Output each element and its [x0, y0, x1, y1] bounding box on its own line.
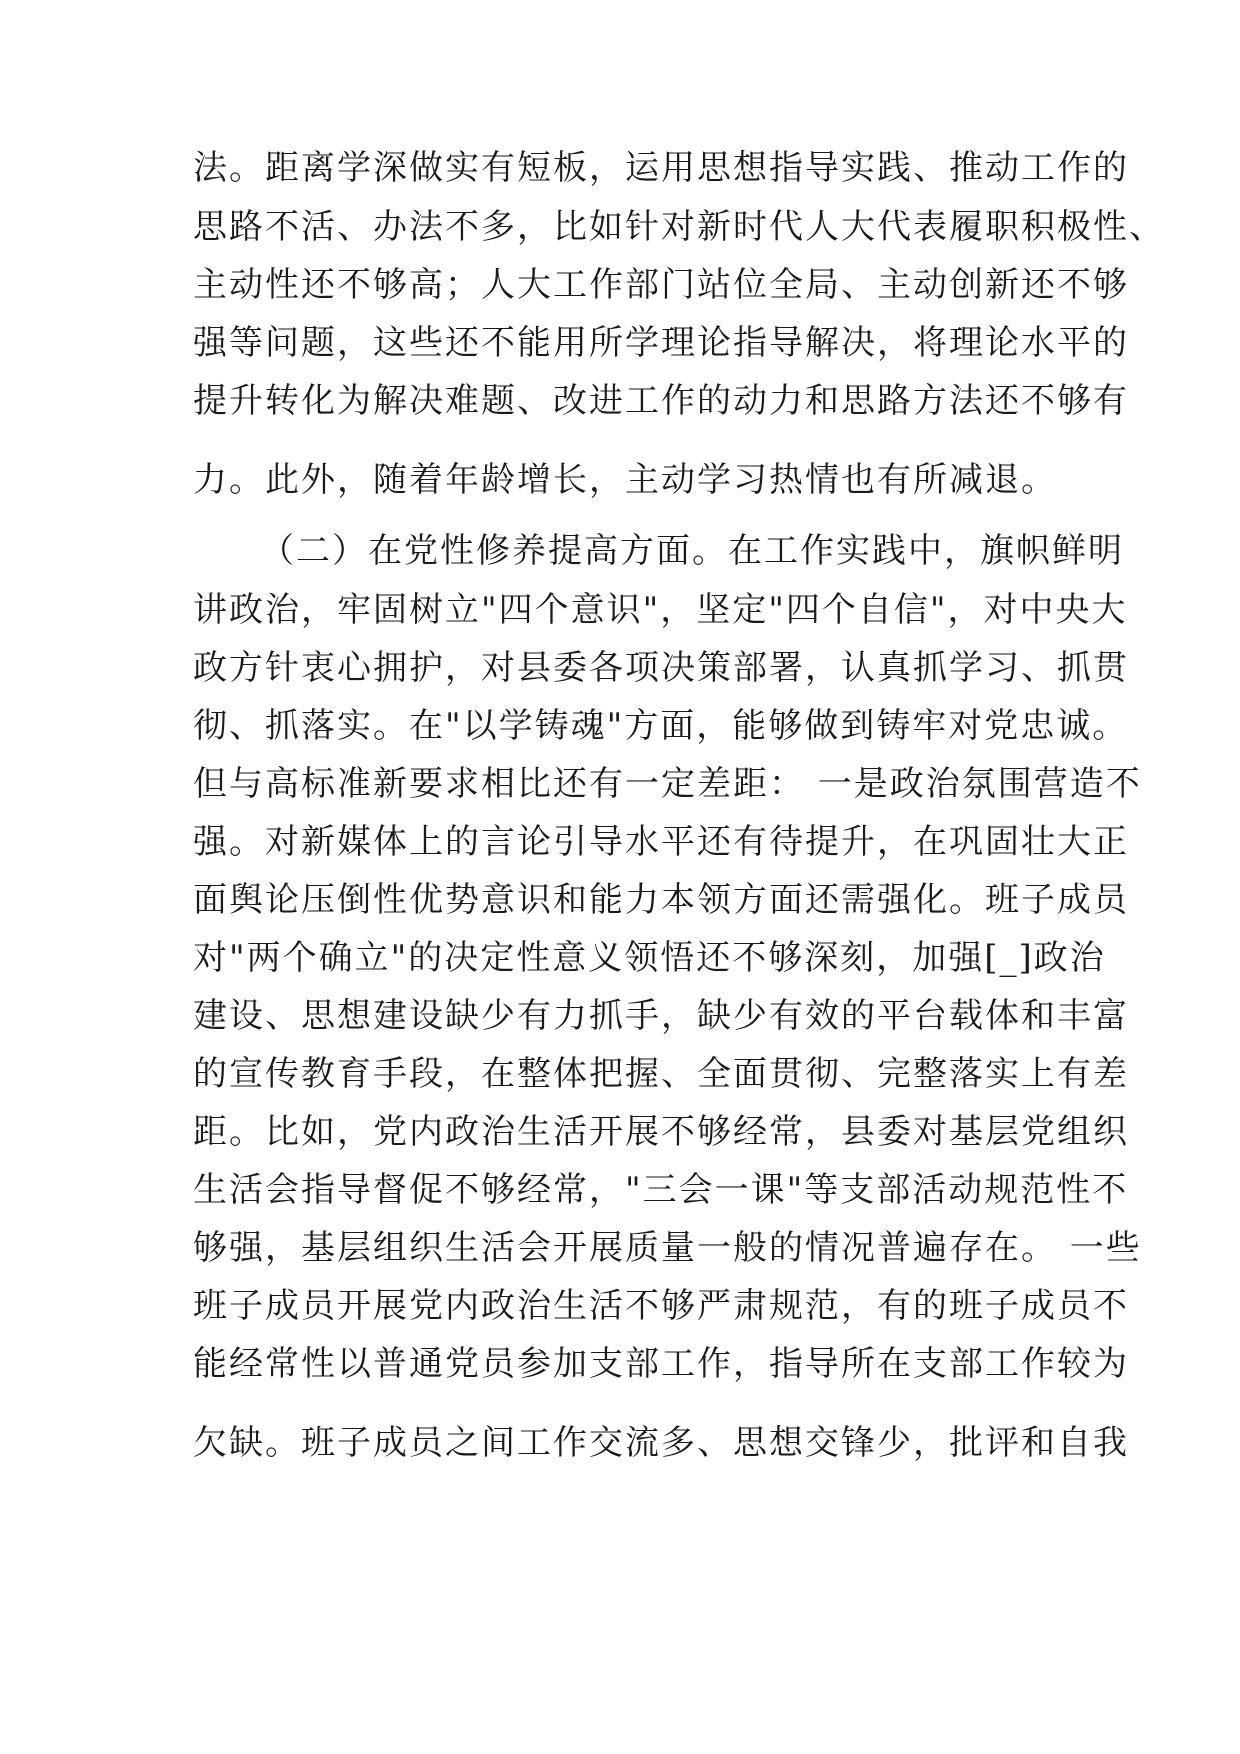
text-line: 生活会指导督促不够经常，"三会一课"等支部活动规范性不 [193, 1170, 1129, 1210]
text-line: 思路不活、办法不多，比如针对新时代人大代表履职积极性、 [193, 207, 1165, 247]
text-line: 欠缺。班子成员之间工作交流多、思想交锋少，批评和自我 [193, 1423, 1129, 1463]
text-line: 力。此外，随着年龄增长，主动学习热情也有所减退。 [193, 460, 1057, 500]
text-line: 对"两个确立"的决定性意义领悟还不够深刻，加强[_]政治 [193, 938, 1106, 978]
text-line: 提升转化为解决难题、改进工作的动力和思路方法还不够有 [193, 381, 1129, 421]
text-line: 面舆论压倒性优势意识和能力本领方面还需强化。班子成员 [193, 880, 1129, 920]
text-line: 建设、思想建设缺少有力抓手，缺少有效的平台载体和丰富 [193, 996, 1129, 1036]
text-line: 够强，基层组织生活会开展质量一般的情况普遍存在。 一些 [193, 1228, 1142, 1268]
text-line: 强等问题，这些还不能用所学理论指导解决，将理论水平的 [193, 323, 1129, 363]
text-line: 的宣传教育手段，在整体把握、全面贯彻、完整落实上有差 [193, 1054, 1129, 1094]
text-line: 能经常性以普通党员参加支部工作，指导所在支部工作较为 [193, 1344, 1129, 1384]
text-line: 距。比如，党内政治生活开展不够经常，县委对基层党组织 [193, 1112, 1129, 1152]
text-line: 法。距离学深做实有短板，运用思想指导实践、推动工作的 [193, 148, 1129, 188]
text-line: 主动性还不够高；人大工作部门站位全局、主动创新还不够 [193, 265, 1129, 305]
text-line: 但与高标准新要求相比还有一定差距： 一是政治氛围营造不 [193, 764, 1142, 804]
text-line: 政方针衷心拥护，对县委各项决策部署，认真抓学习、抓贯 [193, 648, 1129, 688]
text-line: 讲政治，牢固树立"四个意识"，坚定"四个自信"，对中央大 [193, 590, 1128, 630]
text-line: 班子成员开展党内政治生活不够严肃规范，有的班子成员不 [193, 1286, 1129, 1326]
section-heading-line: （二）在党性修养提高方面。在工作实践中，旗帜鲜明 [260, 531, 1124, 571]
text-line: 彻、抓落实。在"以学铸魂"方面，能够做到铸牢对党忠诚。 [193, 706, 1129, 746]
text-line: 强。对新媒体上的言论引导水平还有待提升，在巩固壮大正 [193, 822, 1129, 862]
